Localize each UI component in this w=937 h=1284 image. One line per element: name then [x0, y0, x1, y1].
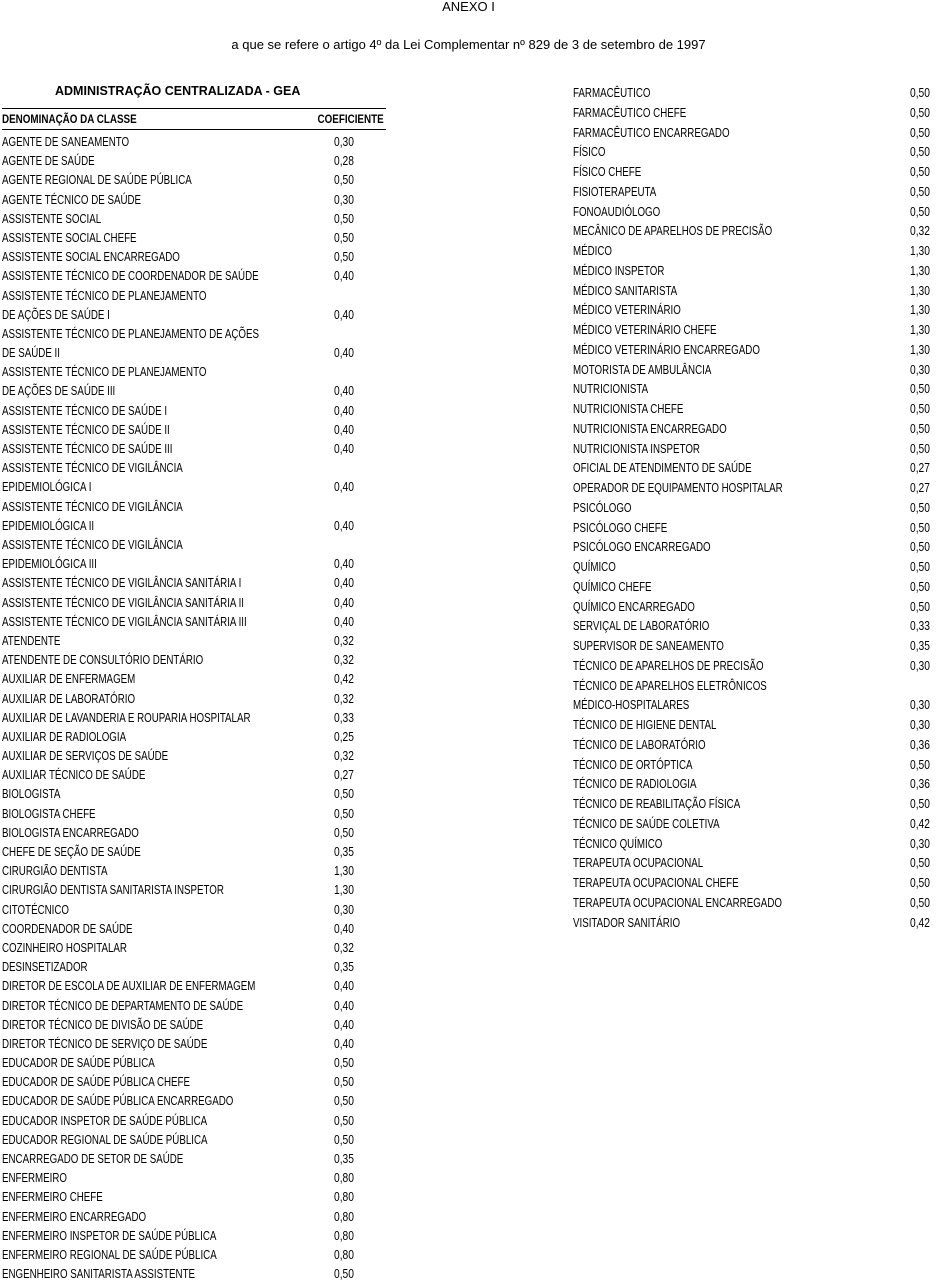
coefficient-value: 0,50 [910, 856, 930, 871]
coefficient-value: 0,36 [910, 777, 930, 792]
table-header [2, 108, 386, 130]
table-row [573, 400, 935, 420]
class-name: ATENDENTE DE CONSULTÓRIO DENTÁRIO [2, 653, 204, 668]
class-name: OPERADOR DE EQUIPAMENTO HOSPITALAR [573, 481, 783, 495]
class-name: CHEFE DE SEÇÃO DE SAÚDE [2, 845, 141, 860]
table-row [573, 361, 935, 381]
table-row [573, 380, 935, 400]
coefficient-value: 0,40 [334, 384, 354, 399]
coefficient-value: 0,40 [334, 1017, 354, 1032]
coefficient-value: 0,35 [334, 1152, 354, 1167]
table-row [573, 183, 935, 203]
table-row [2, 1265, 360, 1284]
coefficient-value: 0,50 [910, 560, 930, 574]
coefficient-value: 0,27 [334, 768, 354, 783]
coefficient-value: 0,30 [910, 698, 930, 713]
coefficient-value: 0,40 [334, 921, 354, 936]
table-row [573, 854, 935, 874]
table-row [2, 709, 360, 728]
column-header-name: DENOMINAÇÃO DA CLASSE [2, 112, 137, 126]
table-row [2, 1169, 360, 1188]
coefficient-value: 0,40 [334, 403, 354, 418]
coefficient-value: 0,40 [334, 422, 354, 437]
coefficient-value: 0,40 [334, 480, 354, 495]
class-name: ASSISTENTE TÉCNICO DE VIGILÂNCIA SANITÁRIA II [2, 595, 245, 610]
coefficient-value: 0,50 [334, 1094, 354, 1109]
table-row [2, 747, 360, 766]
coefficient-value: 0,32 [334, 653, 354, 668]
class-name: TÉCNICO DE HIGIENE DENTAL [573, 718, 717, 732]
coefficient-value: 0,40 [334, 998, 354, 1013]
table-row [573, 795, 935, 815]
class-name: VISITADOR SANITÁRIO [573, 915, 681, 930]
class-name: AGENTE DE SANEAMENTO [2, 135, 130, 149]
table-row [2, 210, 360, 229]
class-name: PSICÓLOGO CHEFE [573, 520, 668, 535]
class-name: SUPERVISOR DE SANEAMENTO [573, 639, 724, 653]
table-row [2, 594, 360, 613]
table-row [2, 632, 360, 651]
coefficient-value: 1,30 [910, 283, 930, 298]
table-row [2, 1035, 360, 1054]
coefficient-value: 0,50 [910, 540, 930, 555]
coefficient-value: 0,50 [910, 500, 930, 515]
table-row [573, 203, 935, 223]
coefficient-value: 0,50 [334, 1267, 354, 1282]
class-name: AGENTE DE SAÚDE [2, 154, 95, 169]
coefficient-value: 0,30 [334, 192, 354, 207]
class-name: MÉDICO VETERINÁRIO [573, 303, 681, 318]
coefficient-value: 0,30 [910, 362, 930, 377]
class-name: QUÍMICO CHEFE [573, 579, 652, 594]
document-title: ANEXO I [442, 0, 495, 14]
class-name: EDUCADOR INSPETOR DE SAÚDE PÚBLICA [2, 1113, 208, 1128]
coefficient-value: 0,50 [910, 421, 930, 436]
coefficient-value: 0,50 [910, 895, 930, 910]
coefficient-value: 0,28 [334, 154, 354, 169]
table-row [573, 637, 935, 657]
class-name: ASSISTENTE TÉCNICO DE PLANEJAMENTO DE AÇÕES DE SAÚDE I [2, 288, 207, 322]
coefficient-value: 0,80 [334, 1247, 354, 1262]
table-row [2, 1188, 360, 1207]
coefficient-value: 0,50 [910, 797, 930, 811]
class-name: QUÍMICO [573, 560, 616, 574]
table-row [573, 84, 935, 104]
table-row [2, 1208, 360, 1227]
class-name: TERAPEUTA OCUPACIONAL [573, 856, 704, 871]
table-row [573, 677, 935, 717]
class-name: ASSISTENTE TÉCNICO DE VIGILÂNCIA EPIDEMIOLÓGICA II [2, 499, 183, 533]
class-name: MÉDICO INSPETOR [573, 263, 665, 278]
table-row [2, 363, 360, 401]
table-row [573, 222, 935, 242]
table-row [573, 736, 935, 756]
coefficient-value: 0,50 [334, 1113, 354, 1128]
class-name: COORDENADOR DE SAÚDE [2, 921, 133, 936]
coefficient-value: 0,40 [334, 979, 354, 994]
coefficient-value: 0,50 [910, 441, 930, 456]
class-name: AUXILIAR DE LABORATÓRIO [2, 691, 136, 706]
class-name: EDUCADOR DE SAÚDE PÚBLICA CHEFE [2, 1075, 191, 1090]
table-row [573, 716, 935, 736]
coefficient-value: 0,40 [334, 576, 354, 591]
coefficient-value: 1,30 [910, 244, 930, 258]
coefficient-value: 0,50 [910, 105, 930, 120]
class-name: ENCARREGADO DE SETOR DE SAÚDE [2, 1152, 184, 1167]
table-row [573, 538, 935, 558]
coefficient-value: 0,50 [334, 787, 354, 802]
coefficient-value: 0,50 [910, 579, 930, 594]
class-name: MOTORISTA DE AMBULÂNCIA [573, 362, 712, 377]
class-name: AUXILIAR DE LAVANDERIA E ROUPARIA HOSPITALAR [2, 710, 251, 725]
coefficient-value: 0,42 [334, 672, 354, 687]
table-row [2, 402, 360, 421]
class-name: ASSISTENTE TÉCNICO DE COORDENADOR DE SAÚDE [2, 269, 259, 284]
class-name: ASSISTENTE TÉCNICO DE PLANEJAMENTO DE AÇÕES DE SAÚDE II [2, 326, 259, 361]
class-name: PSICÓLOGO ENCARREGADO [573, 540, 711, 555]
class-name: TÉCNICO DE SAÚDE COLETIVA [573, 816, 720, 831]
class-name: EDUCADOR DE SAÚDE PÚBLICA [2, 1056, 155, 1071]
table-row [2, 977, 360, 996]
table-row [2, 1073, 360, 1092]
table-row [2, 229, 360, 248]
table-row [573, 578, 935, 598]
coefficient-value: 0,32 [334, 940, 354, 955]
document-subtitle: a que se refere o artigo 4º da Lei Complementar nº 829 de 3 de setembro de 1997 [231, 37, 706, 52]
class-name: MÉDICO VETERINÁRIO CHEFE [573, 323, 717, 337]
class-name: AUXILIAR DE RADIOLOGIA [2, 729, 127, 744]
coefficient-value: 0,50 [910, 876, 930, 890]
class-name: TERAPEUTA OCUPACIONAL CHEFE [573, 876, 739, 890]
class-name: ENGENHEIRO SANITARISTA ASSISTENTE [2, 1267, 196, 1282]
coefficient-value: 0,27 [910, 481, 930, 495]
class-name: BIOLOGISTA [2, 787, 61, 802]
table-row [2, 459, 360, 497]
coefficient-value: 0,32 [334, 749, 354, 764]
coefficient-value: 0,40 [334, 1036, 354, 1051]
class-name: TÉCNICO DE APARELHOS DE PRECISÃO [573, 658, 764, 673]
class-name: AGENTE REGIONAL DE SAÚDE PÚBLICA [2, 173, 192, 188]
class-name: EDUCADOR DE SAÚDE PÚBLICA ENCARREGADO [2, 1094, 234, 1109]
table-row [2, 920, 360, 939]
coefficient-value: 0,40 [334, 518, 354, 533]
table-row [573, 519, 935, 539]
coefficient-value: 0,40 [334, 557, 354, 572]
coefficient-value: 0,27 [910, 461, 930, 476]
class-name: TÉCNICO DE RADIOLOGIA [573, 777, 697, 792]
coefficient-value: 0,50 [910, 382, 930, 397]
class-name: FÍSICO CHEFE [573, 165, 642, 179]
table-row [2, 997, 360, 1016]
class-name: TÉCNICO QUÍMICO [573, 836, 663, 851]
class-name: AUXILIAR DE ENFERMAGEM [2, 672, 136, 687]
table-row [2, 613, 360, 632]
class-name: TÉCNICO DE LABORATÓRIO [573, 737, 706, 752]
table-row [573, 499, 935, 519]
class-name: DIRETOR DE ESCOLA DE AUXILIAR DE ENFERMAGEM [2, 979, 256, 994]
table-row [573, 301, 935, 321]
class-name: TÉCNICO DE ORTÓPTICA [573, 757, 693, 772]
coefficient-value: 0,30 [334, 902, 354, 917]
class-name: CITOTÉCNICO [2, 902, 69, 917]
table-row [2, 824, 360, 843]
coefficient-value: 0,50 [910, 204, 930, 219]
class-name: BIOLOGISTA ENCARREGADO [2, 825, 139, 840]
table-row [573, 598, 935, 618]
class-name: PSICÓLOGO [573, 500, 632, 515]
coefficient-value: 0,80 [334, 1228, 354, 1243]
table-row [2, 785, 360, 804]
coefficient-value: 0,30 [334, 135, 354, 149]
class-name: SERVIÇAL DE LABORATÓRIO [573, 619, 710, 634]
class-name: ASSISTENTE TÉCNICO DE PLANEJAMENTO DE AÇÕES DE SAÚDE III [2, 365, 207, 399]
table-row [573, 756, 935, 776]
coefficient-value: 0,50 [334, 250, 354, 265]
class-name: ASSISTENTE TÉCNICO DE SAÚDE III [2, 442, 173, 457]
left-column-list [2, 133, 360, 1284]
table-row [2, 287, 360, 325]
table-row [2, 939, 360, 958]
table-row [2, 171, 360, 190]
class-name: ASSISTENTE TÉCNICO DE VIGILÂNCIA SANITÁRIA III [2, 614, 247, 629]
coefficient-value: 0,50 [910, 86, 930, 100]
class-name: ASSISTENTE TÉCNICO DE VIGILÂNCIA EPIDEMIOLÓGICA I [2, 461, 183, 495]
class-name: ASSISTENTE TÉCNICO DE VIGILÂNCIA EPIDEMIOLÓGICA III [2, 538, 183, 572]
coefficient-value: 1,30 [910, 342, 930, 357]
coefficient-value: 0,33 [334, 710, 354, 725]
table-row [2, 325, 360, 363]
table-row [2, 670, 360, 689]
class-name: NUTRICIONISTA ENCARREGADO [573, 421, 727, 436]
class-name: BIOLOGISTA CHEFE [2, 806, 96, 821]
coefficient-value: 0,30 [910, 836, 930, 851]
coefficient-value: 0,50 [910, 520, 930, 535]
coefficient-value: 0,40 [334, 346, 354, 361]
class-name: NUTRICIONISTA INSPETOR [573, 441, 700, 456]
class-name: ENFERMEIRO [2, 1171, 68, 1186]
coefficient-value: 0,32 [334, 691, 354, 706]
coefficient-value: 0,50 [334, 211, 354, 226]
table-row [2, 421, 360, 440]
coefficient-value: 0,50 [334, 825, 354, 840]
table-row [573, 124, 935, 144]
table-row [2, 1016, 360, 1035]
class-name: FARMACÊUTICO ENCARREGADO [573, 125, 730, 140]
table-row [2, 901, 360, 920]
table-row [573, 341, 935, 361]
coefficient-value: 0,40 [334, 442, 354, 457]
table-row [573, 558, 935, 578]
table-row [573, 657, 935, 677]
table-row [2, 440, 360, 459]
class-name: TERAPEUTA OCUPACIONAL ENCARREGADO [573, 895, 782, 910]
class-name: NUTRICIONISTA [573, 382, 649, 397]
coefficient-value: 0,50 [910, 757, 930, 772]
coefficient-value: 0,36 [910, 737, 930, 752]
table-row [573, 242, 935, 262]
class-name: EDUCADOR REGIONAL DE SAÚDE PÚBLICA [2, 1132, 208, 1147]
coefficient-value: 0,50 [910, 184, 930, 199]
coefficient-value: 0,50 [334, 173, 354, 188]
table-row [2, 574, 360, 593]
coefficient-value: 0,33 [910, 619, 930, 634]
class-name: OFICIAL DE ATENDIMENTO DE SAÚDE [573, 461, 752, 476]
table-row [2, 152, 360, 171]
class-name: FONOAUDIÓLOGO [573, 204, 661, 219]
coefficient-value: 0,42 [910, 915, 930, 930]
table-row [2, 191, 360, 210]
class-name: ENFERMEIRO INSPETOR DE SAÚDE PÚBLICA [2, 1228, 217, 1243]
coefficient-value: 0,32 [334, 633, 354, 648]
table-row [2, 1227, 360, 1246]
class-name: ENFERMEIRO ENCARREGADO [2, 1209, 147, 1224]
table-row [573, 914, 935, 934]
coefficient-value: 0,50 [334, 1132, 354, 1147]
class-name: ENFERMEIRO CHEFE [2, 1190, 103, 1205]
class-name: MÉDICO [573, 244, 612, 258]
class-name: FARMACÊUTICO [573, 86, 651, 100]
table-row [2, 690, 360, 709]
coefficient-value: 1,30 [910, 323, 930, 337]
class-name: ASSISTENTE SOCIAL ENCARREGADO [2, 250, 180, 265]
class-name: DIRETOR TÉCNICO DE DIVISÃO DE SAÚDE [2, 1017, 204, 1032]
coefficient-value: 0,50 [910, 599, 930, 614]
coefficient-value: 0,50 [910, 165, 930, 179]
table-row [2, 248, 360, 267]
table-row [573, 282, 935, 302]
class-name: COZINHEIRO HOSPITALAR [2, 940, 127, 955]
class-name: MÉDICO SANITARISTA [573, 283, 678, 298]
class-name: MÉDICO VETERINÁRIO ENCARREGADO [573, 342, 760, 357]
class-name: FISIOTERAPEUTA [573, 184, 657, 199]
class-name: ASSISTENTE TÉCNICO DE VIGILÂNCIA SANITÁRIA I [2, 576, 242, 591]
coefficient-value: 0,80 [334, 1190, 354, 1205]
class-name: TÉCNICO DE APARELHOS ELETRÔNICOS MÉDICO-HOSPITALARES [573, 678, 767, 713]
table-row [2, 1150, 360, 1169]
table-row [573, 894, 935, 914]
table-row [573, 459, 935, 479]
table-row [573, 775, 935, 795]
coefficient-value: 0,35 [910, 639, 930, 653]
class-name: CIRURGIÃO DENTISTA [2, 864, 108, 879]
table-row [573, 815, 935, 835]
coefficient-value: 0,80 [334, 1209, 354, 1224]
table-row [573, 143, 935, 163]
table-row [2, 1092, 360, 1111]
table-row [2, 881, 360, 900]
column-header-coefficient: COEFICIENTE [317, 112, 384, 126]
table-row [573, 163, 935, 183]
table-row [2, 1112, 360, 1131]
table-row [573, 874, 935, 894]
table-row [2, 651, 360, 670]
coefficient-value: 0,35 [334, 845, 354, 860]
table-row [2, 498, 360, 536]
table-row [573, 262, 935, 282]
coefficient-value: 0,42 [910, 816, 930, 831]
class-name: AGENTE TÉCNICO DE SAÚDE [2, 192, 142, 207]
class-name: MECÂNICO DE APARELHOS DE PRECISÃO [573, 224, 773, 239]
coefficient-value: 1,30 [910, 263, 930, 278]
section-title: ADMINISTRAÇÃO CENTRALIZADA - GEA [55, 84, 301, 98]
table-row [573, 617, 935, 637]
coefficient-value: 0,50 [334, 230, 354, 245]
class-name: ASSISTENTE SOCIAL [2, 211, 102, 226]
class-name: DIRETOR TÉCNICO DE SERVIÇO DE SAÚDE [2, 1036, 208, 1051]
class-name: TÉCNICO DE REABILITAÇÃO FÍSICA [573, 797, 741, 811]
table-row [573, 835, 935, 855]
coefficient-value: 0,30 [910, 718, 930, 732]
class-name: AUXILIAR DE SERVIÇOS DE SAÚDE [2, 749, 169, 764]
table-row [573, 440, 935, 460]
table-row [2, 805, 360, 824]
coefficient-value: 0,50 [910, 125, 930, 140]
table-row [573, 479, 935, 499]
coefficient-value: 0,40 [334, 595, 354, 610]
table-row [2, 958, 360, 977]
coefficient-value: 0,30 [910, 658, 930, 673]
table-row [2, 536, 360, 574]
coefficient-value: 0,50 [334, 1075, 354, 1090]
class-name: AUXILIAR TÉCNICO DE SAÚDE [2, 768, 146, 783]
table-row [573, 104, 935, 124]
class-name: ATENDENTE [2, 633, 61, 648]
class-name: FÍSICO [573, 145, 606, 160]
table-row [2, 766, 360, 785]
coefficient-value: 0,40 [334, 269, 354, 284]
coefficient-value: 0,50 [910, 402, 930, 416]
class-name: ASSISTENTE TÉCNICO DE SAÚDE II [2, 422, 170, 437]
coefficient-value: 0,50 [334, 806, 354, 821]
class-name: CIRURGIÃO DENTISTA SANITARISTA INSPETOR [2, 883, 224, 898]
table-row [2, 1131, 360, 1150]
table-row [573, 321, 935, 341]
right-column-list [573, 84, 935, 933]
class-name: DIRETOR TÉCNICO DE DEPARTAMENTO DE SAÚDE [2, 998, 244, 1013]
coefficient-value: 0,40 [334, 614, 354, 629]
table-row [2, 843, 360, 862]
class-name: NUTRICIONISTA CHEFE [573, 402, 684, 416]
table-row [2, 1054, 360, 1073]
coefficient-value: 0,35 [334, 960, 354, 975]
coefficient-value: 1,30 [334, 864, 354, 879]
coefficient-value: 1,30 [910, 303, 930, 318]
class-name: FARMACÊUTICO CHEFE [573, 105, 687, 120]
coefficient-value: 1,30 [334, 883, 354, 898]
table-row [2, 862, 360, 881]
table-row [2, 1246, 360, 1265]
table-row [2, 267, 360, 286]
class-name: ENFERMEIRO REGIONAL DE SAÚDE PÚBLICA [2, 1247, 217, 1262]
table-row [573, 420, 935, 440]
table-row [2, 728, 360, 747]
class-name: ASSISTENTE SOCIAL CHEFE [2, 230, 137, 245]
coefficient-value: 0,40 [334, 307, 354, 322]
coefficient-value: 0,50 [334, 1056, 354, 1071]
class-name: ASSISTENTE TÉCNICO DE SAÚDE I [2, 403, 168, 418]
coefficient-value: 0,25 [334, 729, 354, 744]
coefficient-value: 0,80 [334, 1171, 354, 1186]
class-name: QUÍMICO ENCARREGADO [573, 599, 695, 614]
class-name: DESINSETIZADOR [2, 960, 88, 975]
coefficient-value: 0,50 [910, 145, 930, 160]
coefficient-value: 0,32 [910, 224, 930, 239]
table-row [2, 133, 360, 152]
